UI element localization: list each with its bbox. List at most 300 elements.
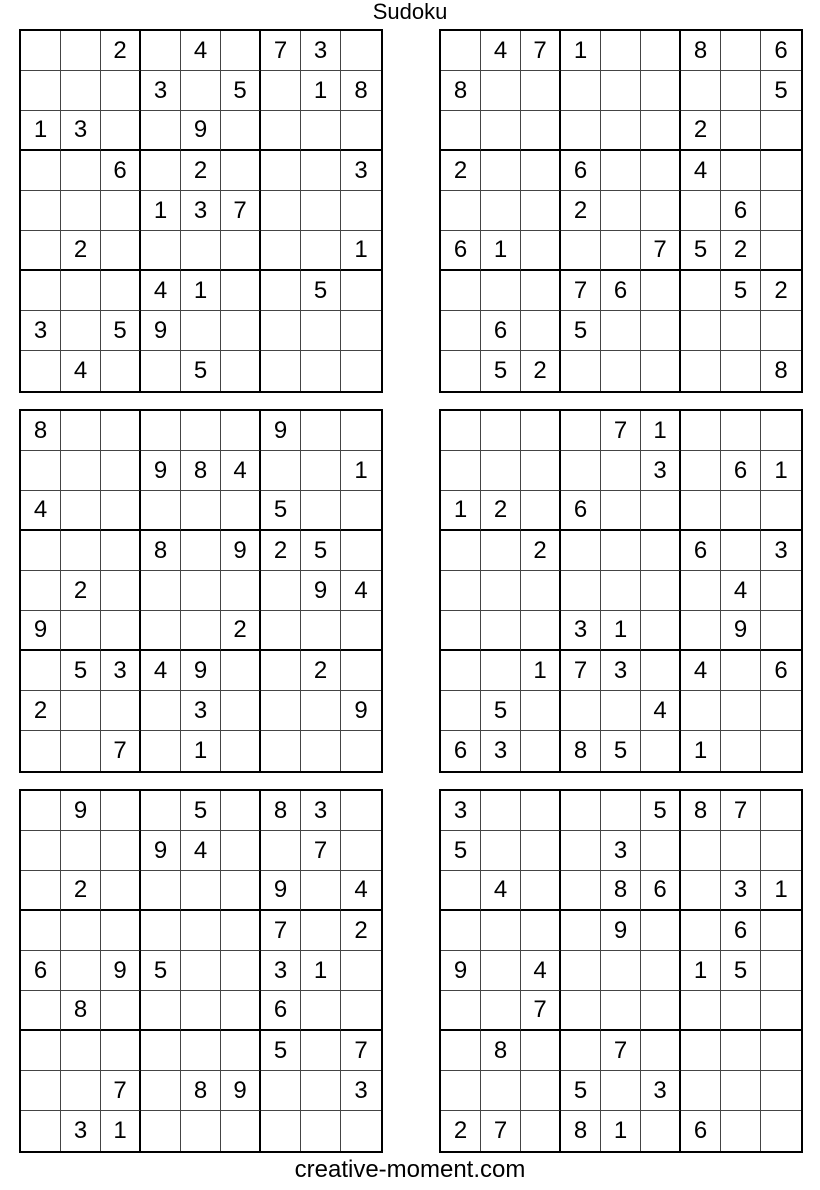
empty-cell[interactable] bbox=[141, 731, 181, 771]
empty-cell[interactable] bbox=[21, 791, 61, 831]
empty-cell[interactable] bbox=[181, 71, 221, 111]
empty-cell[interactable] bbox=[261, 271, 301, 311]
empty-cell[interactable] bbox=[761, 1071, 801, 1111]
given-digit-cell[interactable]: 1 bbox=[301, 951, 341, 991]
empty-cell[interactable] bbox=[521, 831, 561, 871]
empty-cell[interactable] bbox=[481, 411, 521, 451]
given-digit-cell[interactable]: 9 bbox=[221, 531, 261, 571]
given-digit-cell[interactable]: 9 bbox=[721, 611, 761, 651]
given-digit-cell[interactable]: 1 bbox=[641, 411, 681, 451]
empty-cell[interactable] bbox=[441, 111, 481, 151]
given-digit-cell[interactable]: 3 bbox=[181, 191, 221, 231]
empty-cell[interactable] bbox=[481, 911, 521, 951]
empty-cell[interactable] bbox=[261, 151, 301, 191]
empty-cell[interactable] bbox=[521, 911, 561, 951]
given-digit-cell[interactable]: 8 bbox=[21, 411, 61, 451]
empty-cell[interactable] bbox=[521, 491, 561, 531]
empty-cell[interactable] bbox=[21, 271, 61, 311]
given-digit-cell[interactable]: 6 bbox=[681, 531, 721, 571]
given-digit-cell[interactable]: 1 bbox=[301, 71, 341, 111]
given-digit-cell[interactable]: 3 bbox=[441, 791, 481, 831]
given-digit-cell[interactable]: 8 bbox=[481, 1031, 521, 1071]
given-digit-cell[interactable]: 5 bbox=[441, 831, 481, 871]
empty-cell[interactable] bbox=[301, 911, 341, 951]
given-digit-cell[interactable]: 1 bbox=[441, 491, 481, 531]
given-digit-cell[interactable]: 6 bbox=[721, 451, 761, 491]
empty-cell[interactable] bbox=[681, 191, 721, 231]
given-digit-cell[interactable]: 7 bbox=[301, 831, 341, 871]
empty-cell[interactable] bbox=[341, 271, 381, 311]
empty-cell[interactable] bbox=[261, 691, 301, 731]
empty-cell[interactable] bbox=[21, 151, 61, 191]
empty-cell[interactable] bbox=[101, 611, 141, 651]
given-digit-cell[interactable]: 2 bbox=[301, 651, 341, 691]
empty-cell[interactable] bbox=[441, 271, 481, 311]
given-digit-cell[interactable]: 7 bbox=[521, 31, 561, 71]
empty-cell[interactable] bbox=[221, 991, 261, 1031]
empty-cell[interactable] bbox=[221, 351, 261, 391]
given-digit-cell[interactable]: 1 bbox=[601, 611, 641, 651]
empty-cell[interactable] bbox=[481, 71, 521, 111]
empty-cell[interactable] bbox=[521, 411, 561, 451]
empty-cell[interactable] bbox=[641, 1031, 681, 1071]
given-digit-cell[interactable]: 7 bbox=[101, 731, 141, 771]
given-digit-cell[interactable]: 5 bbox=[681, 231, 721, 271]
empty-cell[interactable] bbox=[21, 731, 61, 771]
empty-cell[interactable] bbox=[521, 1031, 561, 1071]
empty-cell[interactable] bbox=[221, 111, 261, 151]
empty-cell[interactable] bbox=[61, 271, 101, 311]
empty-cell[interactable] bbox=[521, 871, 561, 911]
given-digit-cell[interactable]: 7 bbox=[261, 31, 301, 71]
empty-cell[interactable] bbox=[761, 311, 801, 351]
empty-cell[interactable] bbox=[61, 691, 101, 731]
given-digit-cell[interactable]: 1 bbox=[181, 271, 221, 311]
empty-cell[interactable] bbox=[521, 271, 561, 311]
empty-cell[interactable] bbox=[761, 991, 801, 1031]
given-digit-cell[interactable]: 3 bbox=[21, 311, 61, 351]
given-digit-cell[interactable]: 9 bbox=[341, 691, 381, 731]
given-digit-cell[interactable]: 5 bbox=[481, 351, 521, 391]
empty-cell[interactable] bbox=[681, 311, 721, 351]
given-digit-cell[interactable]: 6 bbox=[101, 151, 141, 191]
empty-cell[interactable] bbox=[561, 991, 601, 1031]
given-digit-cell[interactable]: 2 bbox=[61, 871, 101, 911]
given-digit-cell[interactable]: 8 bbox=[681, 31, 721, 71]
empty-cell[interactable] bbox=[21, 1111, 61, 1151]
given-digit-cell[interactable]: 4 bbox=[681, 151, 721, 191]
empty-cell[interactable] bbox=[601, 691, 641, 731]
given-digit-cell[interactable]: 8 bbox=[141, 531, 181, 571]
empty-cell[interactable] bbox=[141, 411, 181, 451]
empty-cell[interactable] bbox=[21, 831, 61, 871]
empty-cell[interactable] bbox=[261, 451, 301, 491]
empty-cell[interactable] bbox=[21, 531, 61, 571]
empty-cell[interactable] bbox=[641, 151, 681, 191]
empty-cell[interactable] bbox=[561, 531, 601, 571]
empty-cell[interactable] bbox=[681, 451, 721, 491]
empty-cell[interactable] bbox=[761, 731, 801, 771]
empty-cell[interactable] bbox=[641, 991, 681, 1031]
given-digit-cell[interactable]: 2 bbox=[181, 151, 221, 191]
empty-cell[interactable] bbox=[221, 791, 261, 831]
empty-cell[interactable] bbox=[721, 71, 761, 111]
empty-cell[interactable] bbox=[681, 491, 721, 531]
given-digit-cell[interactable]: 5 bbox=[601, 731, 641, 771]
given-digit-cell[interactable]: 8 bbox=[561, 731, 601, 771]
empty-cell[interactable] bbox=[141, 231, 181, 271]
empty-cell[interactable] bbox=[641, 71, 681, 111]
given-digit-cell[interactable]: 9 bbox=[301, 571, 341, 611]
empty-cell[interactable] bbox=[441, 531, 481, 571]
given-digit-cell[interactable]: 5 bbox=[721, 271, 761, 311]
given-digit-cell[interactable]: 1 bbox=[181, 731, 221, 771]
empty-cell[interactable] bbox=[141, 871, 181, 911]
empty-cell[interactable] bbox=[61, 451, 101, 491]
empty-cell[interactable] bbox=[761, 691, 801, 731]
empty-cell[interactable] bbox=[681, 71, 721, 111]
empty-cell[interactable] bbox=[21, 911, 61, 951]
empty-cell[interactable] bbox=[221, 571, 261, 611]
empty-cell[interactable] bbox=[301, 231, 341, 271]
empty-cell[interactable] bbox=[601, 151, 641, 191]
empty-cell[interactable] bbox=[521, 311, 561, 351]
empty-cell[interactable] bbox=[101, 191, 141, 231]
given-digit-cell[interactable]: 5 bbox=[141, 951, 181, 991]
given-digit-cell[interactable]: 1 bbox=[521, 651, 561, 691]
empty-cell[interactable] bbox=[761, 951, 801, 991]
empty-cell[interactable] bbox=[721, 1111, 761, 1151]
given-digit-cell[interactable]: 5 bbox=[301, 531, 341, 571]
given-digit-cell[interactable]: 1 bbox=[341, 451, 381, 491]
given-digit-cell[interactable]: 2 bbox=[721, 231, 761, 271]
given-digit-cell[interactable]: 2 bbox=[521, 531, 561, 571]
empty-cell[interactable] bbox=[681, 571, 721, 611]
empty-cell[interactable] bbox=[341, 111, 381, 151]
empty-cell[interactable] bbox=[721, 351, 761, 391]
given-digit-cell[interactable]: 6 bbox=[721, 191, 761, 231]
empty-cell[interactable] bbox=[221, 831, 261, 871]
empty-cell[interactable] bbox=[141, 31, 181, 71]
given-digit-cell[interactable]: 1 bbox=[601, 1111, 641, 1151]
given-digit-cell[interactable]: 9 bbox=[21, 611, 61, 651]
given-digit-cell[interactable]: 3 bbox=[261, 951, 301, 991]
empty-cell[interactable] bbox=[341, 651, 381, 691]
empty-cell[interactable] bbox=[21, 651, 61, 691]
empty-cell[interactable] bbox=[721, 991, 761, 1031]
empty-cell[interactable] bbox=[221, 151, 261, 191]
empty-cell[interactable] bbox=[481, 1071, 521, 1111]
given-digit-cell[interactable]: 1 bbox=[481, 231, 521, 271]
given-digit-cell[interactable]: 3 bbox=[141, 71, 181, 111]
empty-cell[interactable] bbox=[761, 231, 801, 271]
empty-cell[interactable] bbox=[301, 731, 341, 771]
empty-cell[interactable] bbox=[101, 831, 141, 871]
given-digit-cell[interactable]: 9 bbox=[141, 451, 181, 491]
empty-cell[interactable] bbox=[141, 1071, 181, 1111]
empty-cell[interactable] bbox=[681, 991, 721, 1031]
given-digit-cell[interactable]: 3 bbox=[761, 531, 801, 571]
empty-cell[interactable] bbox=[221, 491, 261, 531]
empty-cell[interactable] bbox=[441, 411, 481, 451]
given-digit-cell[interactable]: 2 bbox=[561, 191, 601, 231]
given-digit-cell[interactable]: 4 bbox=[521, 951, 561, 991]
empty-cell[interactable] bbox=[181, 491, 221, 531]
empty-cell[interactable] bbox=[341, 791, 381, 831]
empty-cell[interactable] bbox=[101, 71, 141, 111]
given-digit-cell[interactable]: 1 bbox=[681, 731, 721, 771]
empty-cell[interactable] bbox=[601, 571, 641, 611]
empty-cell[interactable] bbox=[481, 531, 521, 571]
empty-cell[interactable] bbox=[301, 411, 341, 451]
given-digit-cell[interactable]: 5 bbox=[561, 311, 601, 351]
empty-cell[interactable] bbox=[101, 911, 141, 951]
given-digit-cell[interactable]: 3 bbox=[341, 151, 381, 191]
given-digit-cell[interactable]: 5 bbox=[481, 691, 521, 731]
given-digit-cell[interactable]: 6 bbox=[261, 991, 301, 1031]
empty-cell[interactable] bbox=[641, 191, 681, 231]
empty-cell[interactable] bbox=[181, 1111, 221, 1151]
empty-cell[interactable] bbox=[601, 451, 641, 491]
empty-cell[interactable] bbox=[261, 1071, 301, 1111]
empty-cell[interactable] bbox=[101, 351, 141, 391]
given-digit-cell[interactable]: 9 bbox=[181, 651, 221, 691]
empty-cell[interactable] bbox=[221, 411, 261, 451]
given-digit-cell[interactable]: 4 bbox=[641, 691, 681, 731]
given-digit-cell[interactable]: 5 bbox=[61, 651, 101, 691]
empty-cell[interactable] bbox=[61, 191, 101, 231]
empty-cell[interactable] bbox=[341, 731, 381, 771]
empty-cell[interactable] bbox=[61, 71, 101, 111]
given-digit-cell[interactable]: 9 bbox=[601, 911, 641, 951]
empty-cell[interactable] bbox=[641, 951, 681, 991]
empty-cell[interactable] bbox=[61, 911, 101, 951]
given-digit-cell[interactable]: 3 bbox=[721, 871, 761, 911]
empty-cell[interactable] bbox=[441, 911, 481, 951]
empty-cell[interactable] bbox=[221, 871, 261, 911]
empty-cell[interactable] bbox=[721, 731, 761, 771]
empty-cell[interactable] bbox=[561, 231, 601, 271]
given-digit-cell[interactable]: 4 bbox=[481, 871, 521, 911]
given-digit-cell[interactable]: 9 bbox=[61, 791, 101, 831]
given-digit-cell[interactable]: 3 bbox=[61, 111, 101, 151]
empty-cell[interactable] bbox=[261, 831, 301, 871]
empty-cell[interactable] bbox=[301, 1031, 341, 1071]
empty-cell[interactable] bbox=[21, 31, 61, 71]
empty-cell[interactable] bbox=[21, 991, 61, 1031]
empty-cell[interactable] bbox=[141, 791, 181, 831]
given-digit-cell[interactable]: 2 bbox=[761, 271, 801, 311]
empty-cell[interactable] bbox=[221, 231, 261, 271]
empty-cell[interactable] bbox=[441, 571, 481, 611]
empty-cell[interactable] bbox=[681, 271, 721, 311]
empty-cell[interactable] bbox=[61, 491, 101, 531]
given-digit-cell[interactable]: 7 bbox=[561, 651, 601, 691]
given-digit-cell[interactable]: 4 bbox=[721, 571, 761, 611]
empty-cell[interactable] bbox=[761, 491, 801, 531]
empty-cell[interactable] bbox=[481, 111, 521, 151]
empty-cell[interactable] bbox=[641, 1111, 681, 1151]
empty-cell[interactable] bbox=[721, 1071, 761, 1111]
empty-cell[interactable] bbox=[441, 451, 481, 491]
empty-cell[interactable] bbox=[521, 111, 561, 151]
given-digit-cell[interactable]: 1 bbox=[141, 191, 181, 231]
given-digit-cell[interactable]: 8 bbox=[181, 451, 221, 491]
empty-cell[interactable] bbox=[761, 111, 801, 151]
empty-cell[interactable] bbox=[521, 151, 561, 191]
empty-cell[interactable] bbox=[301, 191, 341, 231]
empty-cell[interactable] bbox=[181, 991, 221, 1031]
empty-cell[interactable] bbox=[101, 411, 141, 451]
empty-cell[interactable] bbox=[721, 311, 761, 351]
empty-cell[interactable] bbox=[181, 911, 221, 951]
empty-cell[interactable] bbox=[761, 791, 801, 831]
empty-cell[interactable] bbox=[641, 491, 681, 531]
given-digit-cell[interactable]: 4 bbox=[141, 271, 181, 311]
empty-cell[interactable] bbox=[441, 691, 481, 731]
given-digit-cell[interactable]: 2 bbox=[341, 911, 381, 951]
given-digit-cell[interactable]: 6 bbox=[601, 271, 641, 311]
empty-cell[interactable] bbox=[641, 531, 681, 571]
empty-cell[interactable] bbox=[521, 191, 561, 231]
empty-cell[interactable] bbox=[301, 871, 341, 911]
given-digit-cell[interactable]: 5 bbox=[761, 71, 801, 111]
empty-cell[interactable] bbox=[341, 991, 381, 1031]
empty-cell[interactable] bbox=[681, 611, 721, 651]
given-digit-cell[interactable]: 2 bbox=[21, 691, 61, 731]
empty-cell[interactable] bbox=[221, 651, 261, 691]
given-digit-cell[interactable]: 1 bbox=[101, 1111, 141, 1151]
given-digit-cell[interactable]: 7 bbox=[601, 411, 641, 451]
given-digit-cell[interactable]: 3 bbox=[181, 691, 221, 731]
given-digit-cell[interactable]: 9 bbox=[101, 951, 141, 991]
empty-cell[interactable] bbox=[101, 491, 141, 531]
given-digit-cell[interactable]: 2 bbox=[221, 611, 261, 651]
given-digit-cell[interactable]: 1 bbox=[761, 451, 801, 491]
given-digit-cell[interactable]: 5 bbox=[261, 491, 301, 531]
given-digit-cell[interactable]: 7 bbox=[561, 271, 601, 311]
empty-cell[interactable] bbox=[761, 611, 801, 651]
empty-cell[interactable] bbox=[61, 1031, 101, 1071]
empty-cell[interactable] bbox=[641, 571, 681, 611]
empty-cell[interactable] bbox=[181, 611, 221, 651]
given-digit-cell[interactable]: 1 bbox=[561, 31, 601, 71]
given-digit-cell[interactable]: 2 bbox=[61, 571, 101, 611]
empty-cell[interactable] bbox=[181, 311, 221, 351]
empty-cell[interactable] bbox=[141, 491, 181, 531]
empty-cell[interactable] bbox=[221, 31, 261, 71]
empty-cell[interactable] bbox=[721, 411, 761, 451]
empty-cell[interactable] bbox=[301, 1111, 341, 1151]
empty-cell[interactable] bbox=[521, 451, 561, 491]
given-digit-cell[interactable]: 5 bbox=[561, 1071, 601, 1111]
empty-cell[interactable] bbox=[521, 1071, 561, 1111]
empty-cell[interactable] bbox=[721, 111, 761, 151]
empty-cell[interactable] bbox=[61, 611, 101, 651]
given-digit-cell[interactable]: 3 bbox=[641, 451, 681, 491]
empty-cell[interactable] bbox=[561, 791, 601, 831]
empty-cell[interactable] bbox=[441, 651, 481, 691]
given-digit-cell[interactable]: 2 bbox=[441, 1111, 481, 1151]
empty-cell[interactable] bbox=[641, 31, 681, 71]
given-digit-cell[interactable]: 6 bbox=[721, 911, 761, 951]
empty-cell[interactable] bbox=[141, 911, 181, 951]
empty-cell[interactable] bbox=[301, 991, 341, 1031]
empty-cell[interactable] bbox=[521, 71, 561, 111]
empty-cell[interactable] bbox=[561, 111, 601, 151]
given-digit-cell[interactable]: 3 bbox=[101, 651, 141, 691]
given-digit-cell[interactable]: 3 bbox=[601, 831, 641, 871]
empty-cell[interactable] bbox=[261, 651, 301, 691]
given-digit-cell[interactable]: 9 bbox=[141, 311, 181, 351]
empty-cell[interactable] bbox=[221, 731, 261, 771]
empty-cell[interactable] bbox=[221, 271, 261, 311]
empty-cell[interactable] bbox=[721, 1031, 761, 1071]
empty-cell[interactable] bbox=[141, 1111, 181, 1151]
given-digit-cell[interactable]: 5 bbox=[101, 311, 141, 351]
empty-cell[interactable] bbox=[341, 531, 381, 571]
empty-cell[interactable] bbox=[141, 991, 181, 1031]
empty-cell[interactable] bbox=[181, 871, 221, 911]
empty-cell[interactable] bbox=[341, 311, 381, 351]
empty-cell[interactable] bbox=[481, 651, 521, 691]
given-digit-cell[interactable]: 6 bbox=[561, 491, 601, 531]
empty-cell[interactable] bbox=[141, 111, 181, 151]
empty-cell[interactable] bbox=[341, 31, 381, 71]
empty-cell[interactable] bbox=[101, 1031, 141, 1071]
given-digit-cell[interactable]: 6 bbox=[481, 311, 521, 351]
empty-cell[interactable] bbox=[441, 991, 481, 1031]
empty-cell[interactable] bbox=[761, 1031, 801, 1071]
given-digit-cell[interactable]: 8 bbox=[61, 991, 101, 1031]
empty-cell[interactable] bbox=[61, 1071, 101, 1111]
empty-cell[interactable] bbox=[221, 1031, 261, 1071]
empty-cell[interactable] bbox=[521, 791, 561, 831]
given-digit-cell[interactable]: 8 bbox=[261, 791, 301, 831]
given-digit-cell[interactable]: 2 bbox=[261, 531, 301, 571]
empty-cell[interactable] bbox=[21, 231, 61, 271]
empty-cell[interactable] bbox=[261, 1111, 301, 1151]
empty-cell[interactable] bbox=[261, 571, 301, 611]
empty-cell[interactable] bbox=[261, 611, 301, 651]
empty-cell[interactable] bbox=[481, 191, 521, 231]
empty-cell[interactable] bbox=[301, 1071, 341, 1111]
empty-cell[interactable] bbox=[21, 571, 61, 611]
empty-cell[interactable] bbox=[261, 191, 301, 231]
empty-cell[interactable] bbox=[561, 571, 601, 611]
empty-cell[interactable] bbox=[261, 351, 301, 391]
empty-cell[interactable] bbox=[681, 1031, 721, 1071]
empty-cell[interactable] bbox=[521, 691, 561, 731]
given-digit-cell[interactable]: 5 bbox=[721, 951, 761, 991]
empty-cell[interactable] bbox=[301, 111, 341, 151]
empty-cell[interactable] bbox=[721, 151, 761, 191]
empty-cell[interactable] bbox=[481, 991, 521, 1031]
empty-cell[interactable] bbox=[301, 351, 341, 391]
given-digit-cell[interactable]: 7 bbox=[101, 1071, 141, 1111]
given-digit-cell[interactable]: 8 bbox=[181, 1071, 221, 1111]
given-digit-cell[interactable]: 5 bbox=[181, 351, 221, 391]
empty-cell[interactable] bbox=[101, 571, 141, 611]
empty-cell[interactable] bbox=[181, 951, 221, 991]
empty-cell[interactable] bbox=[341, 831, 381, 871]
empty-cell[interactable] bbox=[641, 651, 681, 691]
empty-cell[interactable] bbox=[561, 951, 601, 991]
empty-cell[interactable] bbox=[521, 611, 561, 651]
empty-cell[interactable] bbox=[601, 191, 641, 231]
given-digit-cell[interactable]: 7 bbox=[601, 1031, 641, 1071]
given-digit-cell[interactable]: 6 bbox=[441, 231, 481, 271]
